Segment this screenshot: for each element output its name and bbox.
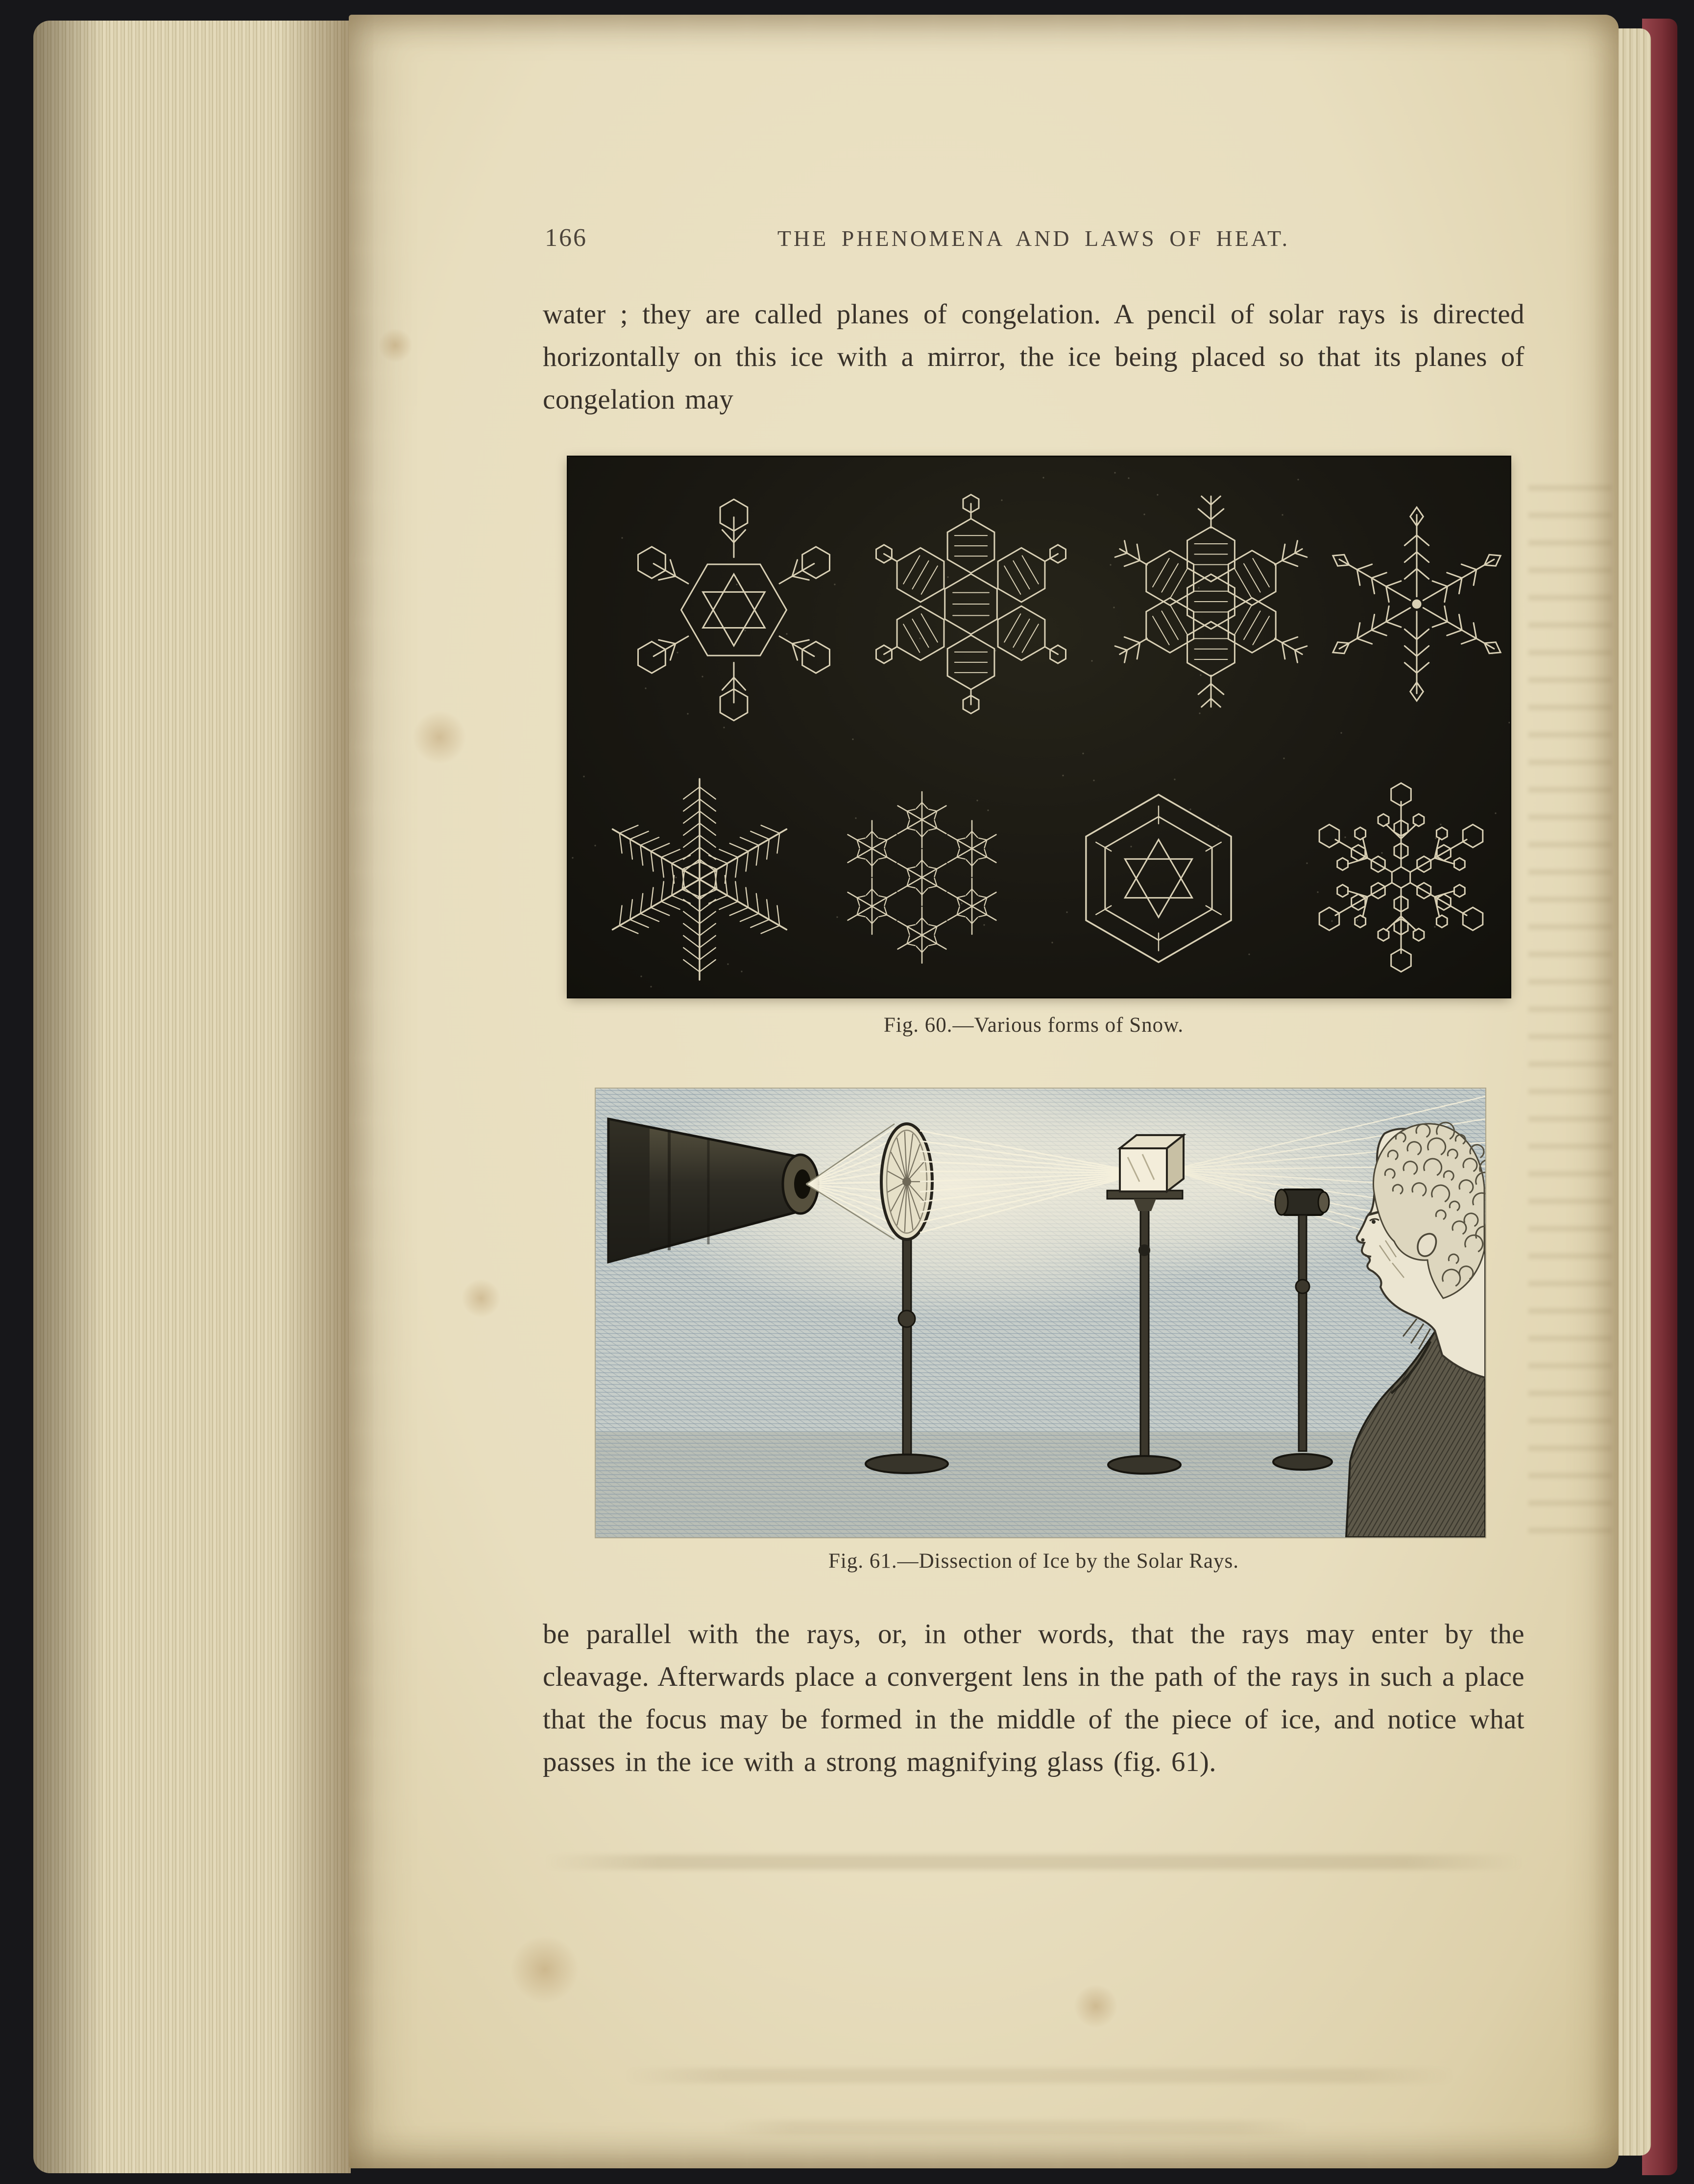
observer-eye (1372, 1220, 1376, 1224)
book-page (349, 15, 1619, 2168)
bleed-through-text (543, 1855, 1525, 1869)
book-cover-left (5, 24, 36, 2172)
figure-61-engraving (596, 1089, 1485, 1537)
foxing-spot (1074, 1984, 1118, 2028)
bleed-through-text (623, 2068, 1456, 2083)
page-edges-left (33, 21, 351, 2173)
running-header: THE PHENOMENA AND LAWS OF HEAT. (777, 226, 1290, 251)
figure-60-snowflakes (568, 457, 1510, 997)
paragraph-bottom: be parallel with the rays, or, in other words, that the rays may enter by the cleavage. Afterwards place a convergent lens in the path of the rays in such a place that the focus may be formed in the middle of the piece of ice, and notice what passes in the ice with a strong magnifying glass (fig. 61). (543, 1619, 1525, 1777)
foxing-spot (461, 1279, 501, 1318)
bleed-through-text (721, 2120, 1309, 2135)
paragraph-top: water ; they are called planes of congelation. A pencil of solar rays is directed horizontally on this ice with a mirror, the ice being placed so that its planes of congelation may (543, 299, 1525, 415)
figure-61-caption: Fig. 61.—Dissection of Ice by the Solar Rays. (828, 1550, 1239, 1573)
bleed-through-text (1528, 485, 1612, 1538)
foxing-spot (378, 328, 412, 363)
page-header (543, 221, 1525, 257)
page-number: 166 (545, 224, 587, 252)
figure-60-caption: Fig. 60.—Various forms of Snow. (883, 1014, 1184, 1037)
foxing-spot (510, 1935, 579, 2004)
solar-ray-experiment-illustration (596, 1089, 1485, 1537)
foxing-spot (412, 710, 466, 764)
